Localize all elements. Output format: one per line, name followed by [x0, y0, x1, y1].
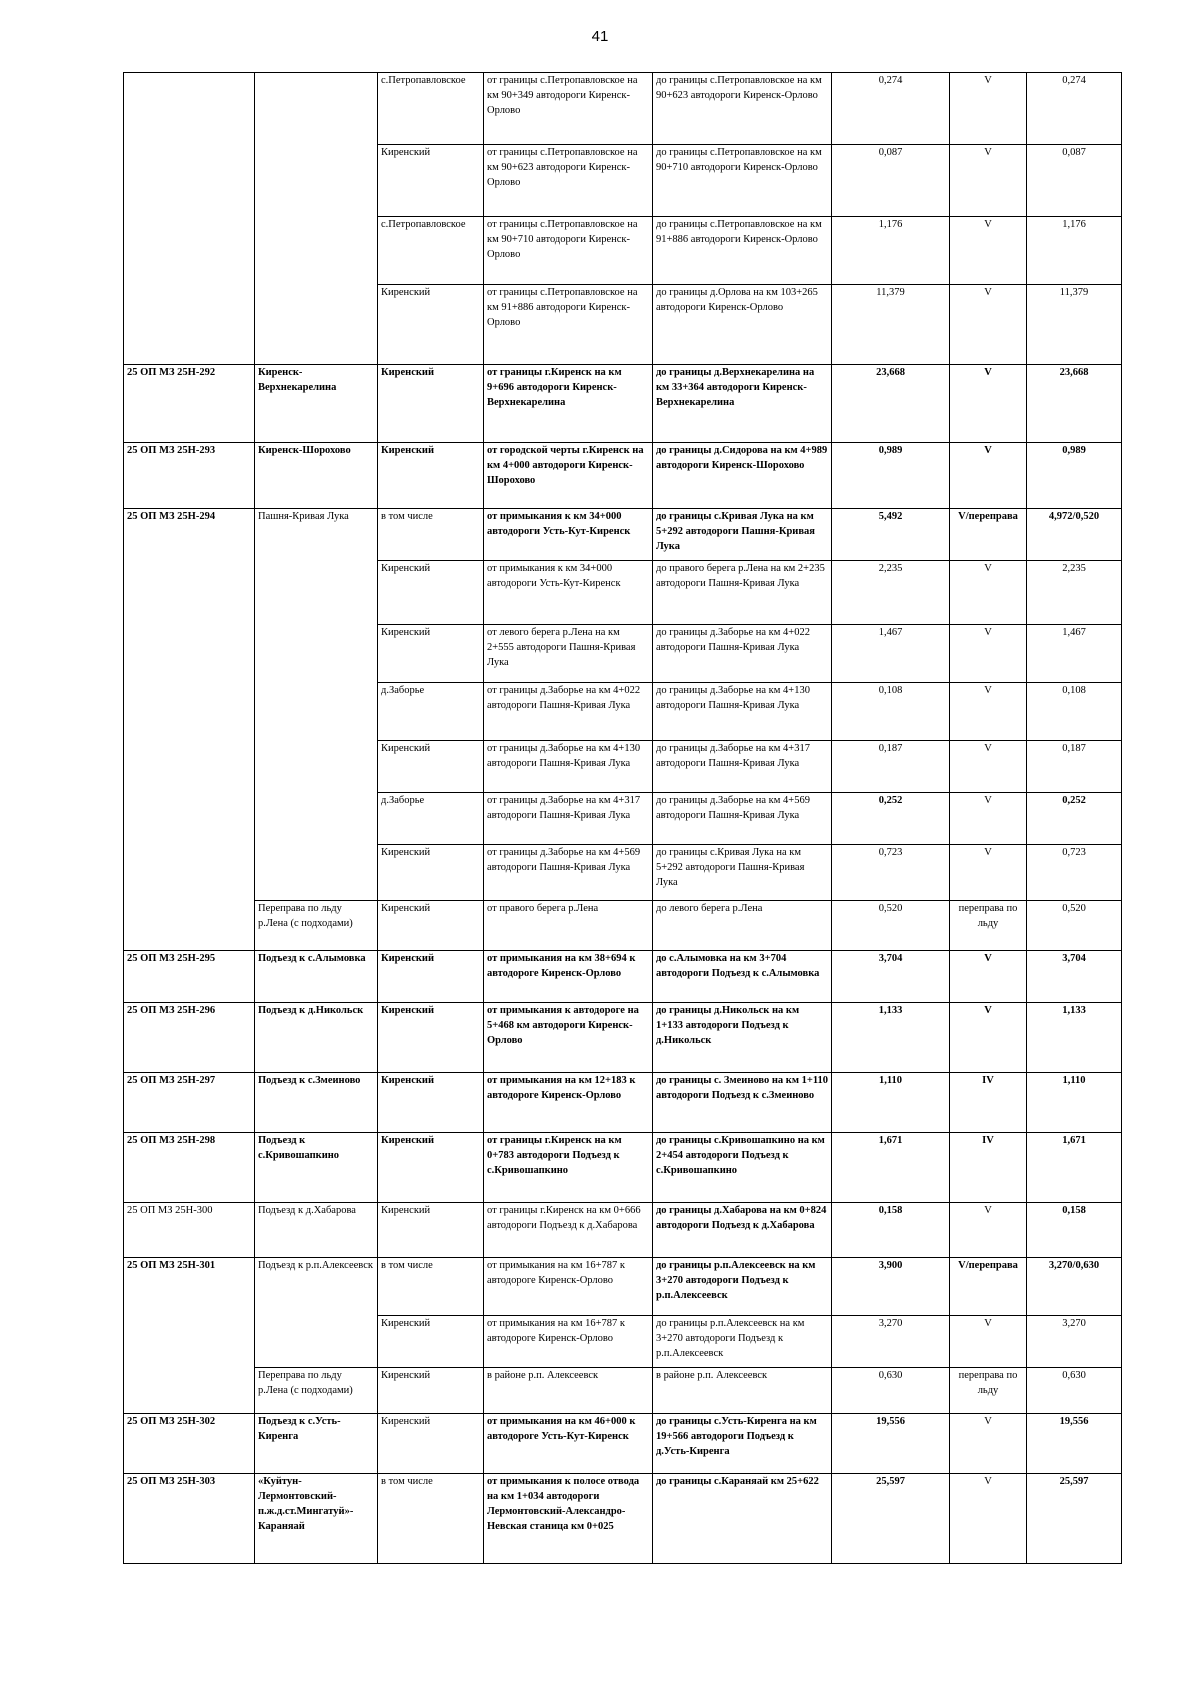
page-number: 41	[591, 28, 609, 45]
table-row	[124, 1133, 1122, 1203]
category-cell: V	[950, 1474, 1027, 1564]
from-cell: от примыкания на км 12+183 к автодороге Киренск-Орлово	[484, 1073, 653, 1133]
to-cell: до границы д.Орлова на км 103+265 автодороги Киренск-Орлово	[653, 285, 832, 365]
to-cell: до с.Алымовка на км 3+704 автодороги Подъезд к с.Алымовка	[653, 951, 832, 1003]
category-cell: IV	[950, 1073, 1027, 1133]
category-cell: V	[950, 561, 1027, 625]
category-cell: V	[950, 217, 1027, 285]
length-cell: 0,989	[832, 443, 950, 509]
table-row	[124, 1203, 1122, 1258]
category-cell: переправа по льду	[950, 1368, 1027, 1414]
length-cell: 0,630	[832, 1368, 950, 1414]
length-cell: 19,556	[832, 1414, 950, 1474]
to-cell: до границы с.Кривошапкино на км 2+454 автодороги Подъезд к с.Кривошапкино	[653, 1133, 832, 1203]
road-id-cell: 25 ОП МЗ 25Н-301	[124, 1258, 255, 1414]
from-cell: от левого берега р.Лена на км 2+555 автодороги Пашня-Кривая Лука	[484, 625, 653, 683]
from-cell: от городской черты г.Киренск на км 4+000 автодороги Киренск-Шорохово	[484, 443, 653, 509]
length-cell: 0,087	[832, 145, 950, 217]
to-cell: до правого берега р.Лена на км 2+235 автодороги Пашня-Кривая Лука	[653, 561, 832, 625]
total-cell: 0,187	[1027, 741, 1122, 793]
district-cell: Киренский	[378, 901, 484, 951]
road-name-cell: Переправа по льду р.Лена (с подходами)	[255, 1368, 378, 1414]
total-cell: 0,087	[1027, 145, 1122, 217]
total-cell: 0,723	[1027, 845, 1122, 901]
from-cell: от границы д.Заборье на км 4+022 автодороги Пашня-Кривая Лука	[484, 683, 653, 741]
from-cell: от границы д.Заборье на км 4+130 автодороги Пашня-Кривая Лука	[484, 741, 653, 793]
road-name-cell	[255, 73, 378, 365]
from-cell: от границы с.Петропавловское на км 90+623 автодороги Киренск-Орлово	[484, 145, 653, 217]
to-cell: до границы д.Сидорова на км 4+989 автодороги Киренск-Шорохово	[653, 443, 832, 509]
total-cell: 0,158	[1027, 1203, 1122, 1258]
from-cell: от примыкания на км 16+787 к автодороге Киренск-Орлово	[484, 1316, 653, 1368]
category-cell: V	[950, 625, 1027, 683]
road-id-cell: 25 ОП МЗ 25Н-298	[124, 1133, 255, 1203]
from-cell: от примыкания на км 38+694 к автодороге Киренск-Орлово	[484, 951, 653, 1003]
length-cell: 3,900	[832, 1258, 950, 1316]
road-id-cell: 25 ОП МЗ 25Н-303	[124, 1474, 255, 1564]
table-row	[124, 73, 1122, 145]
table-row	[124, 1414, 1122, 1474]
table-row	[124, 1073, 1122, 1133]
table-row	[124, 1003, 1122, 1073]
from-cell: от границы с.Петропавловское на км 90+349 автодороги Киренск-Орлово	[484, 73, 653, 145]
to-cell: до границы р.п.Алексеевск на км 3+270 автодороги Подъезд к р.п.Алексеевск	[653, 1258, 832, 1316]
total-cell: 3,270/0,630	[1027, 1258, 1122, 1316]
length-cell: 0,252	[832, 793, 950, 845]
road-id-cell: 25 ОП МЗ 25Н-295	[124, 951, 255, 1003]
to-cell: до границы с.Кривая Лука на км 5+292 автодороги Пашня-Кривая Лука	[653, 845, 832, 901]
district-cell: в том числе	[378, 509, 484, 561]
district-cell: Киренский	[378, 561, 484, 625]
from-cell: от границы д.Заборье на км 4+317 автодороги Пашня-Кривая Лука	[484, 793, 653, 845]
length-cell: 2,235	[832, 561, 950, 625]
category-cell: V	[950, 1316, 1027, 1368]
district-cell: Киренский	[378, 1003, 484, 1073]
to-cell: до границы с.Усть-Киренга на км 19+566 автодороги Подъезд к д.Усть-Киренга	[653, 1414, 832, 1474]
road-name-cell: Подъезд к д.Хабарова	[255, 1203, 378, 1258]
length-cell: 5,492	[832, 509, 950, 561]
from-cell: от примыкания к автодороге на 5+468 км автодороги Киренск-Орлово	[484, 1003, 653, 1073]
road-id-cell: 25 ОП МЗ 25Н-300	[124, 1203, 255, 1258]
from-cell: от примыкания на км 46+000 к автодороге Усть-Кут-Киренск	[484, 1414, 653, 1474]
length-cell: 23,668	[832, 365, 950, 443]
table-row	[124, 901, 1122, 951]
total-cell: 25,597	[1027, 1474, 1122, 1564]
road-id-cell: 25 ОП МЗ 25Н-297	[124, 1073, 255, 1133]
table-row	[124, 509, 1122, 561]
length-cell: 1,133	[832, 1003, 950, 1073]
from-cell: от границы с.Петропавловское на км 90+710 автодороги Киренск-Орлово	[484, 217, 653, 285]
category-cell: переправа по льду	[950, 901, 1027, 951]
length-cell: 1,110	[832, 1073, 950, 1133]
to-cell: до границы с.Караняай км 25+622	[653, 1474, 832, 1564]
road-name-cell: Подъезд к д.Никольск	[255, 1003, 378, 1073]
total-cell: 3,270	[1027, 1316, 1122, 1368]
length-cell: 0,274	[832, 73, 950, 145]
category-cell: V	[950, 1003, 1027, 1073]
category-cell: V	[950, 793, 1027, 845]
district-cell: с.Петропавловское	[378, 217, 484, 285]
district-cell: д.Заборье	[378, 683, 484, 741]
district-cell: Киренский	[378, 625, 484, 683]
length-cell: 1,671	[832, 1133, 950, 1203]
to-cell: до границы д.Заборье на км 4+022 автодороги Пашня-Кривая Лука	[653, 625, 832, 683]
category-cell: V	[950, 741, 1027, 793]
district-cell: Киренский	[378, 145, 484, 217]
total-cell: 2,235	[1027, 561, 1122, 625]
category-cell: V	[950, 1203, 1027, 1258]
district-cell: Киренский	[378, 1316, 484, 1368]
to-cell: до границы д.Заборье на км 4+569 автодороги Пашня-Кривая Лука	[653, 793, 832, 845]
category-cell: IV	[950, 1133, 1027, 1203]
district-cell: Киренский	[378, 1414, 484, 1474]
road-name-cell: Киренск-Шорохово	[255, 443, 378, 509]
district-cell: в том числе	[378, 1258, 484, 1316]
length-cell: 11,379	[832, 285, 950, 365]
district-cell: Киренский	[378, 1203, 484, 1258]
to-cell: до границы с.Петропавловское на км 91+886 автодороги Киренск-Орлово	[653, 217, 832, 285]
to-cell: до границы с.Петропавловское на км 90+710 автодороги Киренск-Орлово	[653, 145, 832, 217]
road-name-cell: Подъезд к с.Кривошапкино	[255, 1133, 378, 1203]
to-cell: до границы р.п.Алексеевск на км 3+270 автодороги Подъезд к р.п.Алексеевск	[653, 1316, 832, 1368]
district-cell: Киренский	[378, 845, 484, 901]
from-cell: от примыкания к км 34+000 автодороги Усть-Кут-Киренск	[484, 509, 653, 561]
length-cell: 0,187	[832, 741, 950, 793]
length-cell: 0,158	[832, 1203, 950, 1258]
road-id-cell: 25 ОП МЗ 25Н-293	[124, 443, 255, 509]
from-cell: от примыкания на км 16+787 к автодороге Киренск-Орлово	[484, 1258, 653, 1316]
category-cell: V/переправа	[950, 509, 1027, 561]
from-cell: от примыкания к км 34+000 автодороги Усть-Кут-Киренск	[484, 561, 653, 625]
length-cell: 0,520	[832, 901, 950, 951]
length-cell: 0,723	[832, 845, 950, 901]
category-cell: V	[950, 683, 1027, 741]
table-row	[124, 1368, 1122, 1414]
total-cell: 11,379	[1027, 285, 1122, 365]
to-cell: до границы д.Хабарова на км 0+824 автодороги Подъезд к д.Хабарова	[653, 1203, 832, 1258]
category-cell: V	[950, 285, 1027, 365]
total-cell: 0,630	[1027, 1368, 1122, 1414]
district-cell: Киренский	[378, 951, 484, 1003]
to-cell: до границы д.Никольск на км 1+133 автодороги Подъезд к д.Никольск	[653, 1003, 832, 1073]
district-cell: Киренский	[378, 443, 484, 509]
road-name-cell: Подъезд к с.Усть-Киренга	[255, 1414, 378, 1474]
road-id-cell: 25 ОП МЗ 25Н-292	[124, 365, 255, 443]
road-name-cell: Пашня-Кривая Лука	[255, 509, 378, 901]
district-cell: Киренский	[378, 1133, 484, 1203]
table-row	[124, 1474, 1122, 1564]
road-name-cell: Киренск-Верхнекарелина	[255, 365, 378, 443]
district-cell: Киренский	[378, 365, 484, 443]
category-cell: V	[950, 145, 1027, 217]
category-cell: V	[950, 365, 1027, 443]
table-row	[124, 1258, 1122, 1316]
road-id-cell	[124, 73, 255, 365]
to-cell: до левого берега р.Лена	[653, 901, 832, 951]
from-cell: от границы г.Киренск на км 0+783 автодороги Подъезд к с.Кривошапкино	[484, 1133, 653, 1203]
road-id-cell: 25 ОП МЗ 25Н-294	[124, 509, 255, 951]
length-cell: 0,108	[832, 683, 950, 741]
road-name-cell: Подъезд к с.Змеиново	[255, 1073, 378, 1133]
category-cell: V	[950, 845, 1027, 901]
district-cell: д.Заборье	[378, 793, 484, 845]
length-cell: 1,467	[832, 625, 950, 683]
category-cell: V	[950, 1414, 1027, 1474]
length-cell: 3,270	[832, 1316, 950, 1368]
category-cell: V	[950, 951, 1027, 1003]
to-cell: в районе р.п. Алексеевск	[653, 1368, 832, 1414]
road-name-cell: Переправа по льду р.Лена (с подходами)	[255, 901, 378, 951]
total-cell: 23,668	[1027, 365, 1122, 443]
district-cell: с.Петропавловское	[378, 73, 484, 145]
total-cell: 1,467	[1027, 625, 1122, 683]
district-cell: Киренский	[378, 1368, 484, 1414]
total-cell: 19,556	[1027, 1414, 1122, 1474]
road-name-cell: «Куйтун-Лермонтовский-п.ж.д.ст.Мингатуй»-Караняай	[255, 1474, 378, 1564]
total-cell: 0,108	[1027, 683, 1122, 741]
to-cell: до границы с. Змеиново на км 1+110 автодороги Подъезд к с.Змеиново	[653, 1073, 832, 1133]
total-cell: 0,274	[1027, 73, 1122, 145]
to-cell: до границы с.Кривая Лука на км 5+292 автодороги Пашня-Кривая Лука	[653, 509, 832, 561]
table-row	[124, 365, 1122, 443]
total-cell: 3,704	[1027, 951, 1122, 1003]
total-cell: 0,989	[1027, 443, 1122, 509]
category-cell: V	[950, 73, 1027, 145]
length-cell: 25,597	[832, 1474, 950, 1564]
road-name-cell: Подъезд к с.Алымовка	[255, 951, 378, 1003]
district-cell: Киренский	[378, 1073, 484, 1133]
total-cell: 0,252	[1027, 793, 1122, 845]
to-cell: до границы д.Верхнекарелина на км 33+364 автодороги Киренск-Верхнекарелина	[653, 365, 832, 443]
total-cell: 1,176	[1027, 217, 1122, 285]
total-cell: 1,671	[1027, 1133, 1122, 1203]
category-cell: V/переправа	[950, 1258, 1027, 1316]
to-cell: до границы д.Заборье на км 4+130 автодороги Пашня-Кривая Лука	[653, 683, 832, 741]
district-cell: Киренский	[378, 741, 484, 793]
total-cell: 1,110	[1027, 1073, 1122, 1133]
to-cell: до границы д.Заборье на км 4+317 автодороги Пашня-Кривая Лука	[653, 741, 832, 793]
from-cell: от примыкания к полосе отвода на км 1+034 автодороги Лермонтовский-Александро-Невская станица км 0+025	[484, 1474, 653, 1564]
from-cell: от границы г.Киренск на км 0+666 автодороги Подъезд к д.Хабарова	[484, 1203, 653, 1258]
district-cell: в том числе	[378, 1474, 484, 1564]
category-cell: V	[950, 443, 1027, 509]
length-cell: 3,704	[832, 951, 950, 1003]
from-cell: от границы с.Петропавловское на км 91+886 автодороги Киренск-Орлово	[484, 285, 653, 365]
total-cell: 0,520	[1027, 901, 1122, 951]
from-cell: от границы г.Киренск на км 9+696 автодороги Киренск-Верхнекарелина	[484, 365, 653, 443]
road-name-cell: Подъезд к р.п.Алексеевск	[255, 1258, 378, 1368]
total-cell: 1,133	[1027, 1003, 1122, 1073]
road-id-cell: 25 ОП МЗ 25Н-302	[124, 1414, 255, 1474]
from-cell: от правого берега р.Лена	[484, 901, 653, 951]
district-cell: Киренский	[378, 285, 484, 365]
total-cell: 4,972/0,520	[1027, 509, 1122, 561]
table-row	[124, 443, 1122, 509]
from-cell: в районе р.п. Алексеевск	[484, 1368, 653, 1414]
road-id-cell: 25 ОП МЗ 25Н-296	[124, 1003, 255, 1073]
length-cell: 1,176	[832, 217, 950, 285]
from-cell: от границы д.Заборье на км 4+569 автодороги Пашня-Кривая Лука	[484, 845, 653, 901]
table-row	[124, 951, 1122, 1003]
to-cell: до границы с.Петропавловское на км 90+623 автодороги Киренск-Орлово	[653, 73, 832, 145]
roads-table	[123, 72, 1122, 1564]
